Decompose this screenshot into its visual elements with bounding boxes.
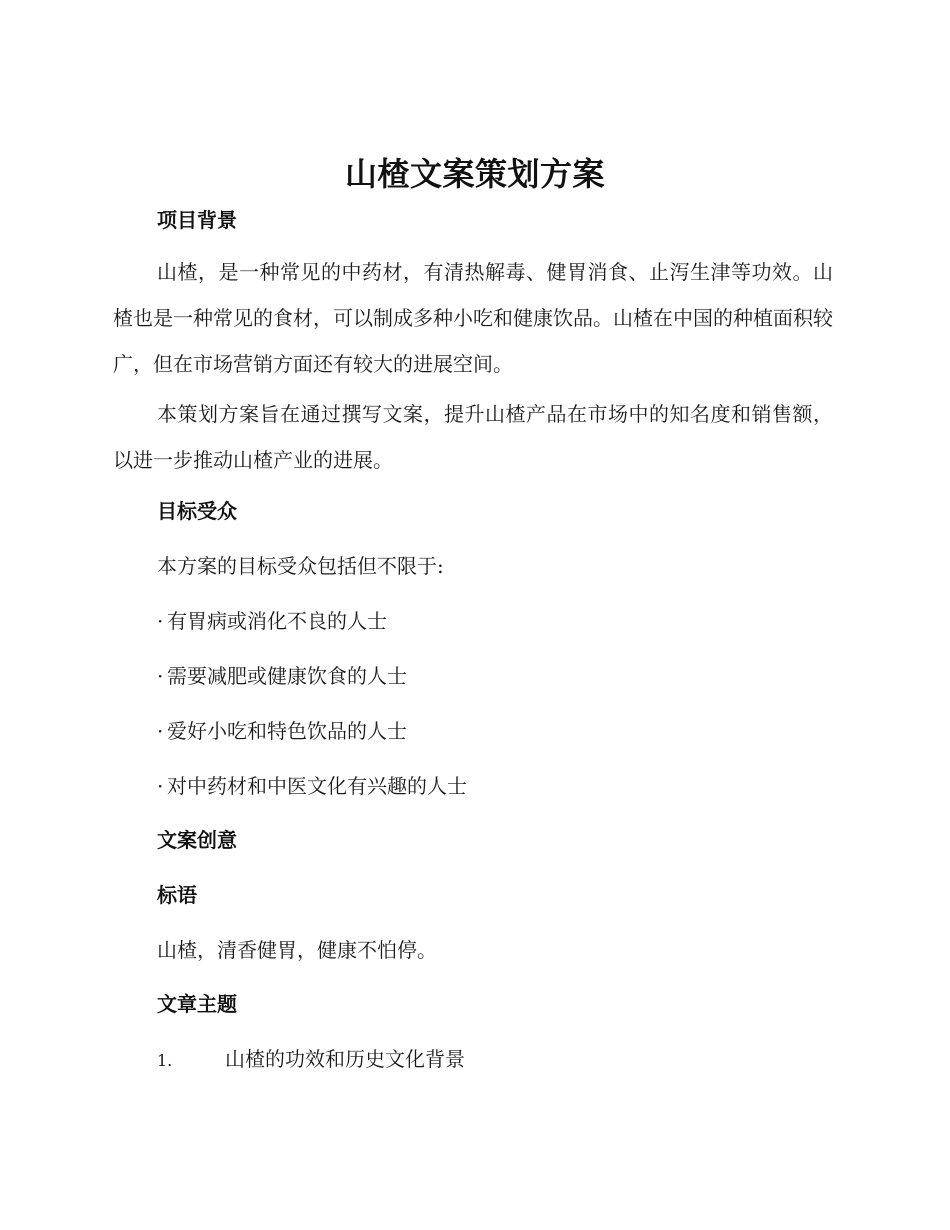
heading-slogan: 标语	[157, 883, 197, 907]
heading-background: 项目背景	[157, 208, 237, 232]
list-item	[157, 716, 407, 746]
list-item-text: 有胃病或消化不良的人士	[167, 609, 387, 633]
list-item	[157, 661, 407, 691]
paragraph-background-2: 本策划方案旨在通过撰写文案，提升山楂产品在市场中的知名度和销售额，以进一步推动山楂产业的进展。	[113, 402, 833, 472]
numbered-list-item	[157, 1044, 465, 1076]
list-item-text: 山楂的功效和历史文化背景	[225, 1047, 465, 1071]
audience-intro: 本方案的目标受众包括但不限于:	[157, 554, 444, 578]
bullet-dot: ·	[157, 774, 164, 798]
bullet-dot: ·	[157, 719, 164, 743]
list-item	[157, 606, 387, 636]
list-item-text: 需要减肥或健康饮食的人士	[167, 664, 407, 688]
heading-audience: 目标受众	[157, 499, 237, 523]
slogan-text: 山楂，清香健胃，健康不怕停。	[157, 938, 437, 962]
list-item-text: 对中药材和中医文化有兴趣的人士	[167, 774, 467, 798]
list-item	[157, 771, 467, 801]
heading-creative: 文案创意	[157, 828, 237, 852]
heading-topics: 文章主题	[157, 992, 237, 1016]
bullet-dot: ·	[157, 664, 164, 688]
document-title: 山楂文案策划方案	[344, 155, 605, 193]
bullet-dot: ·	[157, 609, 164, 633]
paragraph-background-1: 山楂，是一种常见的中药材，有清热解毒、健胃消食、止泻生津等功效。山楂也是一种常见的食材，可以制成多种小吃和健康饮品。山楂在中国的种植面积较广，但在市场营销方面还有较大的进展空间。	[113, 260, 833, 376]
list-item-text: 爱好小吃和特色饮品的人士	[167, 719, 407, 743]
list-number: 1.	[157, 1051, 173, 1070]
